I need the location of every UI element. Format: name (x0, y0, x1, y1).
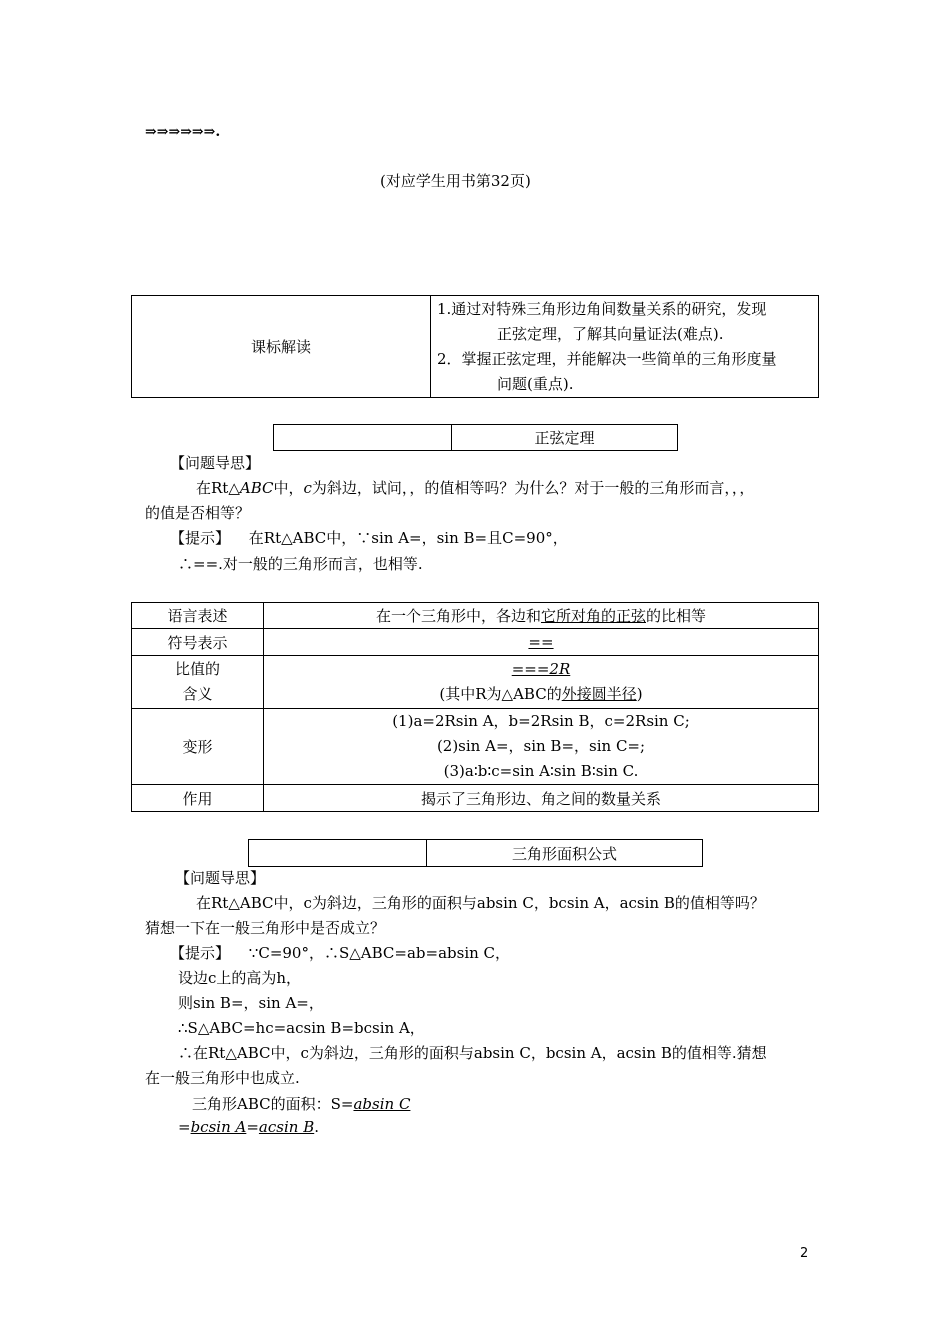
standard-content (431, 296, 819, 398)
section1-title-box (273, 424, 678, 451)
symbol-formula: == (528, 633, 554, 651)
section2-guide-heading: 【问题导思】 (175, 869, 266, 887)
section2-hint-line3: 则sin B=，sin A=， (178, 994, 324, 1012)
formula2-pre: = (178, 1118, 191, 1136)
theorem-row-symbol (132, 629, 819, 656)
section2-hint-line2: 设边c上的高为h， (178, 969, 302, 987)
theorem-value-symbol (264, 629, 819, 656)
note-underlined: 外接圆半径 (561, 685, 637, 703)
note-post: ) (636, 685, 643, 703)
transform-line2: (2)sin A=，sin B=，sin C=; (436, 737, 646, 755)
note-pre: (其中R为△ABC的 (439, 685, 562, 703)
value-underlined: 它所对角的正弦 (540, 607, 646, 625)
formula-bcsina: bcsin A (190, 1118, 247, 1136)
section2-hint-line5: ∴在Rt△ABC中，c为斜边，三角形的面积与absin C，bcsin A，acsin B的值相等.猜想 (178, 1044, 767, 1062)
label-line-b: 含义 (182, 685, 213, 703)
standard-label (132, 296, 431, 398)
theorem-value-effect (264, 785, 819, 812)
theorem-row-language (132, 603, 819, 629)
theorem-row-transform (132, 709, 819, 785)
standard-item2-a: 2．掌握正弦定理，并能解决一些简单的三角形度量 (437, 349, 777, 368)
section1-hint-text: 在Rt△ABC中，∵sin A=，sin B=且C=90°， (248, 529, 568, 547)
header-arrows: ⇒⇒⇒⇒⇒⇒. (145, 124, 221, 140)
section2-hint-line4: ∴S△ABC=hc=acsin B=bcsin A， (178, 1019, 425, 1037)
section2-hint-line6: 在一般三角形中也成立. (145, 1069, 300, 1087)
page-reference: (对应学生用书第32页) (380, 172, 531, 190)
area-formula-line1 (192, 1093, 410, 1114)
page-number: 2 (800, 1246, 809, 1261)
section2-hint-line1: ∵C=90°，∴S△ABC=ab=absin C， (248, 944, 511, 962)
theorem-row-meaning (132, 656, 819, 709)
section2-hint-heading: 【提示】 (170, 944, 231, 962)
section2-title-box (248, 839, 703, 867)
standard-item2-b: 问题(重点). (497, 374, 574, 393)
standard-table (131, 295, 819, 398)
section1-question-line2: 的值是否相等？ (145, 504, 251, 522)
theorem-value-language (264, 603, 819, 629)
section1-hint-heading: 【提示】 (170, 529, 231, 547)
effect-text: 揭示了三角形边、角之间的数量关系 (420, 789, 661, 808)
formula-absinc: absin C (353, 1095, 411, 1113)
label-line-a: 比值的 (174, 660, 220, 678)
q-rest: 为斜边，试问，，的值相等吗？为什么？对于一般的三角形而言，，， (311, 479, 755, 497)
theorem-label-language (132, 603, 264, 629)
section1-title-blank (274, 425, 452, 451)
label-text: 语言表述 (167, 607, 228, 625)
theorem-value-meaning (264, 656, 819, 709)
theorem-label-transform (132, 709, 264, 785)
standard-item1-b: 正弦定理，了解其向量证法(难点). (497, 324, 724, 343)
theorem-row-effect (132, 785, 819, 812)
theorem-value-transform (264, 709, 819, 785)
formula-acsinb: acsin B (258, 1118, 315, 1136)
label-text: 作用 (182, 789, 213, 808)
area-formula-line2 (178, 1118, 319, 1136)
section1-title: 正弦定理 (534, 429, 595, 447)
standard-item1-a: 1.通过对特殊三角形边角间数量关系的研究，发现 (437, 299, 767, 318)
section2-hint (170, 942, 510, 963)
transform-line3: (3)a∶b∶c=sin A∶sin B∶sin C. (443, 762, 639, 780)
theorem-label-meaning (132, 656, 264, 709)
meaning-formula: ===2R (511, 660, 571, 678)
section2-title-cell (427, 840, 703, 867)
value-pre: 在一个三角形中，各边和 (375, 607, 541, 625)
section1-hint (170, 527, 568, 548)
theorem-label-effect (132, 785, 264, 812)
standard-label-text: 课标解读 (250, 338, 311, 356)
meaning-note (264, 682, 818, 707)
q-prefix: 在Rt△ (196, 479, 240, 497)
section2-title-blank (249, 840, 427, 867)
label-text: 符号表示 (167, 633, 228, 652)
label-text: 变形 (182, 738, 213, 756)
section2-title: 三角形面积公式 (511, 844, 617, 863)
section1-guide-heading: 【问题导思】 (170, 454, 261, 472)
transform-line1: (1)a=2Rsin A，b=2Rsin B，c=2Rsin C; (392, 712, 690, 730)
value-post: 的比相等 (646, 607, 707, 625)
q-c: c (303, 479, 312, 497)
formula-pre: 三角形ABC的面积：S= (192, 1095, 354, 1113)
section1-title-cell (452, 425, 678, 451)
theorem-label-symbol (132, 629, 264, 656)
section1-hint-line2: ∴==.对一般的三角形而言，也相等. (178, 555, 423, 573)
theorem-table (131, 602, 819, 812)
section2-question-line1: 在Rt△ABC中，c为斜边，三角形的面积与absin C，bcsin A，acsin B的值相等吗？ (196, 894, 765, 912)
formula2-mid: = (246, 1118, 259, 1136)
q-mid: 中， (273, 479, 304, 497)
formula2-post: . (314, 1118, 319, 1136)
section2-question-line2: 猜想一下在一般三角形中是否成立？ (145, 919, 386, 937)
q-abc: ABC (239, 479, 274, 497)
section1-question-line1 (196, 477, 754, 498)
